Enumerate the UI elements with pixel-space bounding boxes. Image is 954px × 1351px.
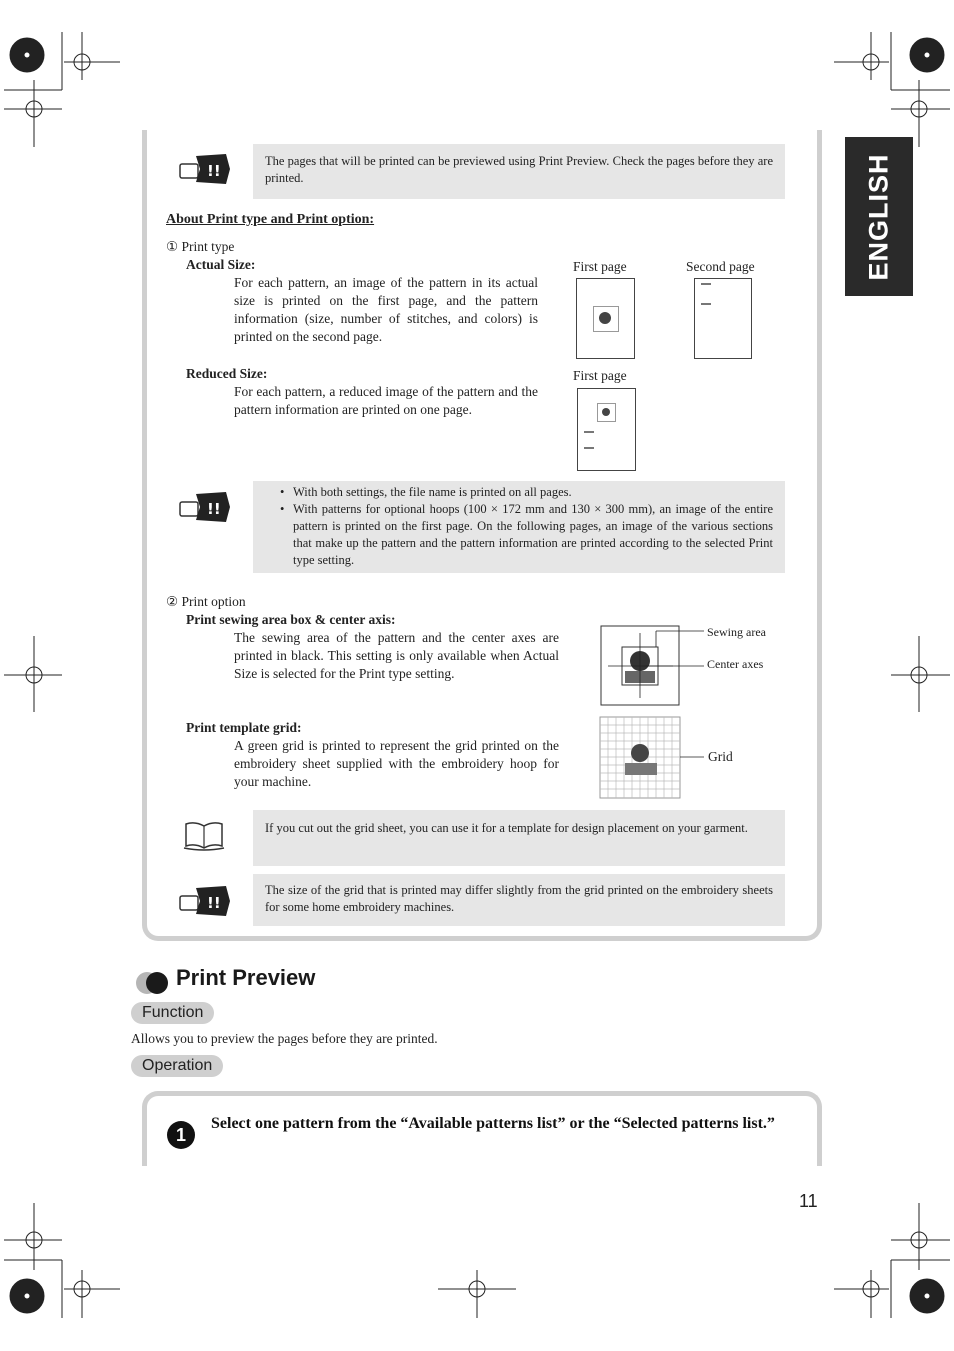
print-type-heading [166, 238, 234, 256]
actual-size-title: Actual Size: [186, 257, 256, 272]
print-option-label: Print option [181, 594, 246, 609]
language-tab-label: ENGLISH [863, 152, 894, 281]
language-tab [845, 137, 913, 296]
first-page-thumbnail [576, 278, 635, 359]
reduced-size-text: For each pattern, a reduced image of the pattern and the pattern information are printed on one page. [234, 384, 538, 417]
function-text: Allows you to preview the pages before they are printed. [131, 1031, 438, 1046]
sunburst-mark-icon [10, 38, 44, 72]
reduced-first-page-label: First page [573, 368, 627, 383]
note-exclamation-icon [178, 490, 232, 524]
svg-text:!!: !! [207, 894, 221, 912]
reduced-size-title: Reduced Size: [186, 366, 268, 381]
second-page-label: Second page [686, 259, 755, 274]
template-grid-figure [598, 715, 708, 801]
second-page-thumbnail [694, 278, 752, 359]
note-grid-size [253, 874, 785, 926]
first-page-label: First page [573, 259, 627, 274]
svg-text:!!: !! [207, 500, 221, 518]
actual-size-text: For each pattern, an image of the pattern in its actual size is printed on the first page, and the pattern information (size, number of stitches, and colors) is printed on the second page. [234, 275, 538, 344]
note-item: • With patterns for optional hoops (100 × 172 mm and 130 × 300 mm), an image of the entire pattern is printed on the first page. On the following pages, an image of the various sections that make up the pattern and the pattern information are printed according to the selected Print type setting. [293, 501, 773, 569]
operation-label: Operation [131, 1055, 223, 1077]
reduced-page-thumbnail [577, 388, 636, 471]
note-preview-text: The pages that will be printed can be previewed using Print Preview. Check the pages before they are printed. [265, 154, 773, 185]
print-type-number: ① [166, 239, 179, 254]
note-preview [253, 144, 785, 199]
section-title: Print Preview [176, 965, 316, 990]
page-number: 11 [799, 1191, 818, 1211]
svg-text:!!: !! [207, 162, 221, 180]
note-exclamation-icon [178, 152, 232, 186]
template-grid-text: A green grid is printed to represent the grid printed on the embroidery sheet supplied with the embroidery hoop for your machine. [234, 738, 559, 789]
memo-grid-sheet [253, 810, 785, 866]
about-heading: About Print type and Print option: [166, 212, 375, 227]
sewing-area-figure [598, 623, 708, 709]
sewing-area-callout: Sewing area [707, 625, 766, 639]
print-type-label: Print type [181, 239, 235, 254]
flower-pattern-icon [599, 312, 611, 324]
function-label: Function [131, 1002, 214, 1024]
section-bullet-icon [135, 971, 171, 995]
grid-callout: Grid [708, 749, 733, 764]
note-exclamation-icon [178, 884, 232, 918]
sewing-area-title: Print sewing area box & center axis: [186, 612, 396, 627]
memo-text: If you cut out the grid sheet, you can use it for a template for design placement on your garment. [265, 821, 748, 835]
template-grid-title: Print template grid: [186, 720, 302, 735]
sunburst-mark-icon [910, 1279, 944, 1313]
sunburst-mark-icon [910, 38, 944, 72]
print-option-heading [166, 593, 246, 611]
note-file-name [253, 481, 785, 573]
step-number-badge: 1 [167, 1121, 195, 1149]
note-item: • With both settings, the file name is printed on all pages. [293, 484, 773, 501]
book-memo-icon [182, 818, 226, 852]
center-axes-callout: Center axes [707, 657, 764, 671]
sewing-area-text: The sewing area of the pattern and the center axes are printed in black. This setting is only available when Actual Size is selected for the Print type setting. [234, 630, 559, 681]
note-grid-size-text: The size of the grid that is printed may differ slightly from the grid printed on the embroidery sheets for some home embroidery machines. [265, 883, 773, 914]
print-option-number: ② [166, 594, 179, 609]
sunburst-mark-icon [10, 1279, 44, 1313]
step-instruction: Select one pattern from the “Available patterns list” or the “Selected patterns list.” [211, 1115, 775, 1132]
